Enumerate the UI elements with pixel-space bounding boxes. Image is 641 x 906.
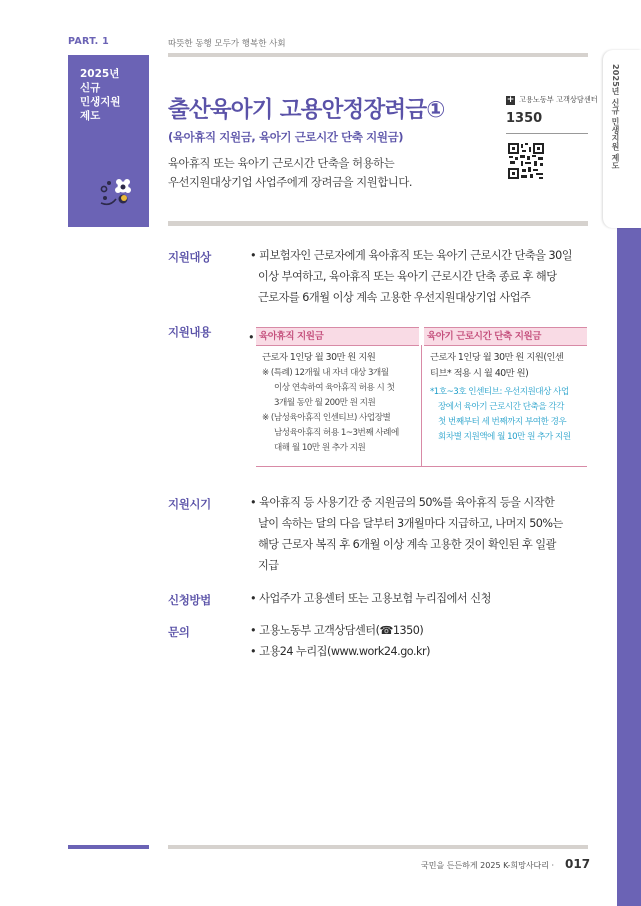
description-line: 육아휴직 또는 육아기 근로시간 단축을 허용하는 (168, 157, 395, 170)
flower-icon (98, 177, 132, 207)
table-header: 육아기 근로시간 단축 지원금 (424, 327, 587, 346)
category-line: 신규 (80, 82, 101, 94)
page-title: 출산육아기 고용안정장려금① (168, 97, 445, 123)
table-divider (421, 345, 422, 466)
side-tab-label (610, 64, 634, 214)
body-line: • 피보험자인 근로자에게 육아휴직 또는 육아기 근로시간 단축을 30일 (250, 249, 573, 262)
page-description (168, 154, 412, 192)
header-motto: 따뜻한 동행 모두가 행복한 사회 (168, 39, 286, 49)
support-table (256, 327, 587, 467)
section-body-target (250, 245, 590, 308)
footer-accent (68, 845, 149, 849)
contact-divider (506, 133, 588, 134)
page-number: 017 (565, 857, 591, 871)
table-header: 육아휴직 지원금 (256, 327, 419, 346)
contact-label (506, 95, 598, 105)
table-cell (424, 346, 587, 445)
cell-note: 장에서 육아기 근로시간 단축을 각각 (438, 402, 564, 412)
body-line: 해당 근로자 복직 후 6개월 이상 계속 고용한 것이 확인된 후 일괄 (258, 538, 556, 551)
category-line: 2025년 (80, 68, 120, 80)
contact-label-text: 고용노동부 고객상담센터 (519, 95, 598, 104)
section-body-apply (250, 588, 590, 609)
section-divider (168, 221, 588, 226)
section-label-apply: 신청방법 (168, 593, 211, 607)
category-label (80, 67, 121, 123)
table-column-leave (256, 327, 419, 467)
cell-main: 티브* 적용 시 월 40만 원) (430, 367, 529, 379)
cell-note: 남성육아휴직 허용 1~3번째 사례에 (274, 427, 399, 438)
footer-text: 국민을 든든하게 2025 K-희망사다리 · (421, 861, 555, 870)
part-label: PART. 1 (68, 36, 109, 47)
category-line: 제도 (80, 110, 101, 122)
cell-note: 첫 번째부터 세 번째까지 부여한 경우 (438, 417, 567, 427)
cell-note: ※ (남성육아휴직 인센티브) 사업장별 (262, 412, 391, 423)
description-line: 우선지원대상기업 사업주에게 장려금을 지원합니다. (168, 176, 413, 189)
section-label-content: 지원내용 (168, 325, 211, 339)
body-line: • 사업주가 고용센터 또는 고용보험 누리집에서 신청 (250, 592, 491, 605)
page-subtitle: (육아휴직 지원금, 육아기 근로시간 단축 지원금) (168, 130, 404, 144)
section-label-target: 지원대상 (168, 250, 211, 264)
body-line: 근로자를 6개월 이상 계속 고용한 우선지원대상기업 사업주 (258, 291, 531, 304)
plus-icon: + (506, 94, 515, 105)
category-box (68, 55, 149, 227)
body-line: 지급 (258, 559, 279, 572)
header-divider (168, 53, 588, 57)
cell-note: 대해 월 10만 원 추가 지원 (274, 442, 366, 453)
cell-note: ※ (특례) 12개월 내 자녀 대상 3개월 (262, 367, 389, 378)
cell-note: *1호~3호 인센티브: 우선지원대상 사업 (430, 387, 569, 397)
bullet: • (248, 331, 255, 344)
table-cell (256, 346, 419, 456)
table-bottom-rule (256, 466, 587, 467)
section-body-timing (250, 492, 590, 576)
category-line: 민생지원 (80, 96, 121, 108)
footer-divider (168, 845, 588, 849)
cell-note: 이상 연속하여 육아휴직 허용 시 첫 (274, 382, 395, 393)
section-body-inquiry (250, 620, 590, 662)
body-line: 이상 부여하고, 육아휴직 또는 육아기 근로시간 단축 종료 후 해당 (258, 270, 557, 283)
cell-main: 근로자 1인당 월 30만 원 지원(인센 (430, 352, 564, 363)
cell-note: 3개월 동안 월 200만 원 지원 (274, 397, 376, 408)
body-line: • 육아휴직 등 사용기간 중 지원금의 50%를 육아휴직 등을 시작한 (250, 496, 555, 509)
qr-code-icon[interactable] (507, 142, 545, 180)
body-line: • 고용노동부 고객상담센터(☎1350) (250, 624, 424, 637)
cell-main: 근로자 1인당 월 30만 원 지원 (262, 352, 376, 363)
section-label-inquiry: 문의 (168, 625, 190, 639)
body-line: 날이 속하는 달의 다음 달부터 3개월마다 지급하고, 나머지 50%는 (258, 517, 563, 530)
side-tab-text: 2025년 신규 민생지원 제도 (611, 64, 620, 170)
cell-note: 회차별 지원액에 월 10만 원 추가 지원 (438, 432, 571, 442)
section-label-timing: 지원시기 (168, 497, 211, 511)
body-line: • 고용24 누리집(www.work24.go.kr) (250, 645, 430, 658)
contact-number: 1350 (506, 111, 543, 126)
table-column-reduced-hours (424, 327, 587, 467)
